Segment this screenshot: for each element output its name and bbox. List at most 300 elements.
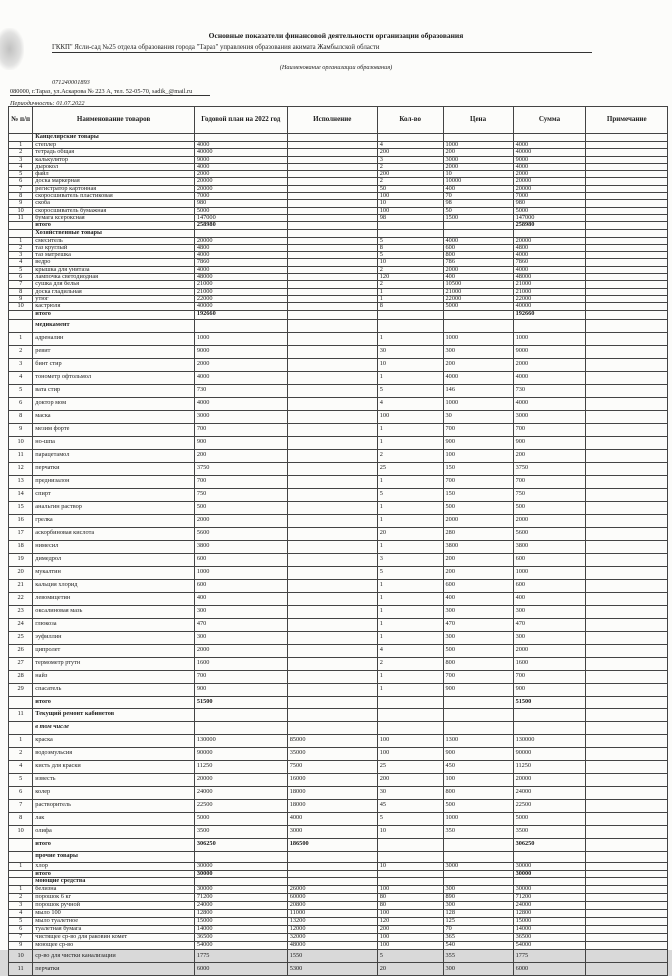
table-row	[9, 917, 668, 925]
execution-cell	[287, 193, 377, 200]
amount-cell: 1600	[513, 657, 586, 670]
annual-plan-cell: 14000	[194, 925, 287, 933]
amount-cell: 5000	[513, 812, 586, 825]
execution-cell	[287, 134, 377, 142]
note-cell	[586, 244, 668, 251]
execution-cell	[287, 384, 377, 397]
price-cell	[443, 721, 513, 734]
amount-cell	[513, 229, 586, 237]
note-cell	[586, 295, 668, 302]
item-name-cell: анальгин раствор	[33, 501, 195, 514]
table-header-row	[9, 107, 668, 134]
table-row	[9, 193, 668, 200]
table-row	[9, 933, 668, 941]
annual-plan-cell: 200	[194, 449, 287, 462]
execution-cell: 18000	[287, 786, 377, 799]
quantity-cell: 200	[377, 925, 443, 933]
row-number-cell: 10	[9, 949, 33, 962]
price-cell: 10000	[443, 178, 513, 185]
annual-plan-cell: 40000	[194, 149, 287, 156]
row-number-cell: 6	[9, 397, 33, 410]
annual-plan-cell: 20000	[194, 237, 287, 244]
note-cell	[586, 760, 668, 773]
column-header: № п/п	[9, 107, 33, 134]
item-name-cell: регистратор картонная	[33, 185, 195, 192]
row-number-cell: 2	[9, 244, 33, 251]
quantity-cell: 5	[377, 812, 443, 825]
quantity-cell	[377, 708, 443, 721]
execution-cell	[287, 214, 377, 221]
item-name-cell: известь	[33, 773, 195, 786]
table-row	[9, 909, 668, 917]
row-number-cell: 10	[9, 207, 33, 214]
execution-cell: 11000	[287, 909, 377, 917]
row-number-cell: 5	[9, 773, 33, 786]
row-number-cell: 2	[9, 747, 33, 760]
annual-plan-cell	[194, 229, 287, 237]
amount-cell: 500	[513, 501, 586, 514]
price-cell: 400	[443, 185, 513, 192]
amount-cell: 24000	[513, 786, 586, 799]
table-row	[9, 644, 668, 657]
table-row	[9, 259, 668, 266]
execution-cell	[287, 185, 377, 192]
table-row	[9, 812, 668, 825]
item-name-cell: туалетная бумага	[33, 925, 195, 933]
price-cell: 540	[443, 941, 513, 949]
price-cell: 1000	[443, 397, 513, 410]
amount-cell: 2000	[513, 358, 586, 371]
amount-cell: 980	[513, 200, 586, 207]
amount-cell: 36500	[513, 933, 586, 941]
quantity-cell: 2	[377, 281, 443, 288]
note-cell	[586, 303, 668, 310]
row-number-cell: 28	[9, 670, 33, 683]
quantity-cell: 100	[377, 207, 443, 214]
item-name-cell: калькулятор	[33, 156, 195, 163]
section-row	[9, 319, 668, 332]
item-name-cell: доктор мом	[33, 397, 195, 410]
amount-cell: 3750	[513, 462, 586, 475]
annual-plan-cell: 192660	[194, 310, 287, 319]
execution-cell: 18000	[287, 799, 377, 812]
item-name-cell: итого	[33, 310, 195, 319]
note-cell	[586, 207, 668, 214]
table-row	[9, 281, 668, 288]
item-name-cell: кисть для краски	[33, 760, 195, 773]
note-cell	[586, 319, 668, 332]
price-cell: 4000	[443, 371, 513, 384]
annual-plan-cell: 54000	[194, 941, 287, 949]
amount-cell: 900	[513, 436, 586, 449]
annual-plan-cell: 4000	[194, 142, 287, 149]
note-cell	[586, 266, 668, 273]
quantity-cell	[377, 696, 443, 708]
section-row	[9, 877, 668, 885]
amount-cell: 51500	[513, 696, 586, 708]
amount-cell: 1000	[513, 332, 586, 345]
row-number-cell: 21	[9, 579, 33, 592]
annual-plan-cell: 22000	[194, 295, 287, 302]
price-cell: 300	[443, 962, 513, 975]
note-cell	[586, 281, 668, 288]
execution-cell	[287, 310, 377, 319]
quantity-cell: 10	[377, 358, 443, 371]
execution-cell	[287, 163, 377, 170]
item-name-cell: порошок 6 кг	[33, 893, 195, 901]
quantity-cell	[377, 721, 443, 734]
price-cell: 500	[443, 799, 513, 812]
row-number-cell	[9, 310, 33, 319]
item-name-cell: мезим форте	[33, 423, 195, 436]
note-cell	[586, 332, 668, 345]
price-cell: 1000	[443, 812, 513, 825]
execution-cell	[287, 423, 377, 436]
table-row	[9, 893, 668, 901]
item-name-cell: мыло 100	[33, 909, 195, 917]
row-number-cell	[9, 721, 33, 734]
price-cell	[443, 708, 513, 721]
row-number-cell: 4	[9, 163, 33, 170]
annual-plan-cell: 500	[194, 501, 287, 514]
item-name-cell: перчатки	[33, 962, 195, 975]
quantity-cell: 5	[377, 488, 443, 501]
quantity-cell: 80	[377, 901, 443, 909]
quantity-cell: 100	[377, 909, 443, 917]
execution-cell: 7500	[287, 760, 377, 773]
note-cell	[586, 683, 668, 696]
table-row	[9, 501, 668, 514]
note-cell	[586, 178, 668, 185]
item-name-cell: адреналин	[33, 332, 195, 345]
price-cell: 890	[443, 893, 513, 901]
amount-cell: 22000	[513, 295, 586, 302]
note-cell	[586, 449, 668, 462]
price-cell: 450	[443, 760, 513, 773]
table-row	[9, 358, 668, 371]
amount-cell: 4000	[513, 163, 586, 170]
item-name-cell: но-шпа	[33, 436, 195, 449]
execution-cell	[287, 618, 377, 631]
item-name-cell: лампочка светодиодная	[33, 274, 195, 281]
price-cell: 786	[443, 259, 513, 266]
item-name-cell: растворитель	[33, 799, 195, 812]
note-cell	[586, 925, 668, 933]
quantity-cell: 120	[377, 917, 443, 925]
annual-plan-cell: 4000	[194, 371, 287, 384]
amount-cell	[513, 877, 586, 885]
table-row	[9, 244, 668, 251]
execution-cell	[287, 605, 377, 618]
note-cell	[586, 540, 668, 553]
note-cell	[586, 237, 668, 244]
quantity-cell: 5	[377, 949, 443, 962]
amount-cell	[513, 319, 586, 332]
quantity-cell: 200	[377, 773, 443, 786]
price-cell: 50	[443, 207, 513, 214]
table-row	[9, 371, 668, 384]
annual-plan-cell: 300	[194, 605, 287, 618]
row-number-cell: 1	[9, 734, 33, 747]
row-number-cell: 27	[9, 657, 33, 670]
annual-plan-cell: 4000	[194, 252, 287, 259]
price-cell: 800	[443, 252, 513, 259]
note-cell	[586, 962, 668, 975]
amount-cell: 9000	[513, 156, 586, 163]
item-name-cell: Текущий ремонт кабинетов	[33, 708, 195, 721]
row-number-cell: 11	[9, 449, 33, 462]
note-cell	[586, 657, 668, 670]
annual-plan-cell: 700	[194, 423, 287, 436]
section-row	[9, 851, 668, 862]
annual-plan-cell: 980	[194, 200, 287, 207]
note-cell	[586, 149, 668, 156]
price-cell: 365	[443, 933, 513, 941]
item-name-cell: моющие средства	[33, 877, 195, 885]
amount-cell	[513, 851, 586, 862]
execution-cell	[287, 721, 377, 734]
annual-plan-cell: 48000	[194, 274, 287, 281]
note-cell	[586, 877, 668, 885]
note-cell	[586, 734, 668, 747]
item-name-cell: глюкоза	[33, 618, 195, 631]
note-cell	[586, 171, 668, 178]
table-row	[9, 410, 668, 423]
price-cell	[443, 838, 513, 851]
price-cell: 2000	[443, 266, 513, 273]
price-cell: 300	[443, 885, 513, 893]
execution-cell	[287, 229, 377, 237]
execution-cell	[287, 358, 377, 371]
price-cell: 125	[443, 917, 513, 925]
amount-cell: 6000	[513, 962, 586, 975]
item-name-cell: таз круглый	[33, 244, 195, 251]
price-cell: 4000	[443, 237, 513, 244]
quantity-cell: 3	[377, 156, 443, 163]
note-cell	[586, 605, 668, 618]
item-name-cell: итого	[33, 222, 195, 229]
quantity-cell: 10	[377, 259, 443, 266]
quantity-cell: 5	[377, 384, 443, 397]
annual-plan-cell: 306250	[194, 838, 287, 851]
row-number-cell: 3	[9, 901, 33, 909]
execution-cell	[287, 274, 377, 281]
price-cell: 70	[443, 925, 513, 933]
table-row	[9, 384, 668, 397]
amount-cell: 3000	[513, 410, 586, 423]
row-number-cell: 9	[9, 423, 33, 436]
execution-cell	[287, 288, 377, 295]
item-name-cell: нимесил	[33, 540, 195, 553]
organization-caption: (Наименование организации образования)	[279, 64, 393, 71]
item-name-cell: кальция хлорид	[33, 579, 195, 592]
amount-cell: 11250	[513, 760, 586, 773]
note-cell	[586, 345, 668, 358]
note-cell	[586, 310, 668, 319]
amount-cell: 258980	[513, 222, 586, 229]
quantity-cell: 2	[377, 657, 443, 670]
price-cell: 200	[443, 566, 513, 579]
table-row	[9, 773, 668, 786]
table-row	[9, 156, 668, 163]
annual-plan-cell: 9000	[194, 345, 287, 358]
note-cell	[586, 214, 668, 221]
row-number-cell: 7	[9, 799, 33, 812]
annual-plan-cell: 470	[194, 618, 287, 631]
price-cell: 700	[443, 423, 513, 436]
note-cell	[586, 142, 668, 149]
row-number-cell: 7	[9, 933, 33, 941]
quantity-cell	[377, 319, 443, 332]
quantity-cell: 80	[377, 893, 443, 901]
execution-cell	[287, 149, 377, 156]
execution-cell	[287, 540, 377, 553]
quantity-cell	[377, 222, 443, 229]
table-row	[9, 449, 668, 462]
item-name-cell: ревит	[33, 345, 195, 358]
quantity-cell: 2	[377, 178, 443, 185]
annual-plan-cell	[194, 708, 287, 721]
table-row	[9, 237, 668, 244]
execution-cell: 1550	[287, 949, 377, 962]
annual-plan-cell: 5000	[194, 207, 287, 214]
item-name-cell: крышка для унитаза	[33, 266, 195, 273]
item-name-cell: тонометр офтольмол	[33, 371, 195, 384]
item-name-cell: ср-во для чистки канализации	[33, 949, 195, 962]
amount-cell: 20000	[513, 773, 586, 786]
annual-plan-cell: 1000	[194, 332, 287, 345]
amount-cell: 306250	[513, 838, 586, 851]
note-cell	[586, 514, 668, 527]
execution-cell	[287, 410, 377, 423]
row-number-cell	[9, 229, 33, 237]
annual-plan-cell: 12800	[194, 909, 287, 917]
note-cell	[586, 288, 668, 295]
amount-cell: 300	[513, 605, 586, 618]
row-number-cell: 19	[9, 553, 33, 566]
row-number-cell: 5	[9, 384, 33, 397]
item-name-cell: хлор	[33, 862, 195, 870]
item-name-cell: скоба	[33, 200, 195, 207]
row-number-cell: 11	[9, 962, 33, 975]
quantity-cell: 100	[377, 933, 443, 941]
item-name-cell: таз матрешка	[33, 252, 195, 259]
item-name-cell: ципролет	[33, 644, 195, 657]
quantity-cell: 30	[377, 345, 443, 358]
quantity-cell	[377, 870, 443, 877]
amount-cell: 700	[513, 670, 586, 683]
execution-cell	[287, 345, 377, 358]
quantity-cell: 100	[377, 747, 443, 760]
row-number-cell: 1	[9, 142, 33, 149]
table-row	[9, 488, 668, 501]
item-name-cell: аскорбиновая кислота	[33, 527, 195, 540]
table-row	[9, 345, 668, 358]
table-row	[9, 295, 668, 302]
item-name-cell: чистящее ср-во для раковин комет	[33, 933, 195, 941]
price-cell: 200	[443, 358, 513, 371]
item-name-cell: термометр ртутн	[33, 657, 195, 670]
amount-cell: 48000	[513, 274, 586, 281]
note-cell	[586, 812, 668, 825]
row-number-cell: 8	[9, 812, 33, 825]
table-row	[9, 274, 668, 281]
item-name-cell: степлер	[33, 142, 195, 149]
amount-cell: 24000	[513, 901, 586, 909]
quantity-cell	[377, 134, 443, 142]
address-line: 080000, г.Тараз, ул.Аскарова № 223 А, тел. 52-05-70, sadik_@mail.ru	[10, 88, 210, 96]
row-number-cell: 11	[9, 214, 33, 221]
row-number-cell: 6	[9, 178, 33, 185]
price-cell: 700	[443, 475, 513, 488]
table-row	[9, 475, 668, 488]
quantity-cell: 98	[377, 214, 443, 221]
amount-cell: 2000	[513, 644, 586, 657]
note-cell	[586, 259, 668, 266]
annual-plan-cell: 3500	[194, 825, 287, 838]
execution-cell	[287, 708, 377, 721]
annual-plan-cell: 20000	[194, 185, 287, 192]
item-name-cell: доска маркерная	[33, 178, 195, 185]
item-name-cell: вата стир	[33, 384, 195, 397]
note-cell	[586, 527, 668, 540]
item-name-cell: грелка	[33, 514, 195, 527]
annual-plan-cell: 51500	[194, 696, 287, 708]
annual-plan-cell: 21000	[194, 288, 287, 295]
amount-cell: 20000	[513, 185, 586, 192]
price-cell: 600	[443, 244, 513, 251]
row-number-cell	[9, 877, 33, 885]
annual-plan-cell: 30000	[194, 870, 287, 877]
price-cell: 100	[443, 773, 513, 786]
note-cell	[586, 670, 668, 683]
quantity-cell: 1	[377, 670, 443, 683]
price-cell	[443, 310, 513, 319]
row-number-cell: 4	[9, 760, 33, 773]
price-cell: 100	[443, 449, 513, 462]
table-row	[9, 825, 668, 838]
row-number-cell: 4	[9, 371, 33, 384]
row-number-cell: 10	[9, 436, 33, 449]
item-name-cell: преднизалон	[33, 475, 195, 488]
row-number-cell: 1	[9, 332, 33, 345]
execution-cell	[287, 397, 377, 410]
row-number-cell: 15	[9, 501, 33, 514]
price-cell: 1000	[443, 332, 513, 345]
execution-cell	[287, 319, 377, 332]
amount-cell: 730	[513, 384, 586, 397]
annual-plan-cell: 900	[194, 436, 287, 449]
price-cell: 300	[443, 631, 513, 644]
item-name-cell: сушка для белья	[33, 281, 195, 288]
note-cell	[586, 163, 668, 170]
execution-cell	[287, 171, 377, 178]
execution-cell: 13200	[287, 917, 377, 925]
item-name-cell: итого	[33, 696, 195, 708]
annual-plan-cell: 700	[194, 670, 287, 683]
item-name-cell: кастрюля	[33, 303, 195, 310]
quantity-cell: 1	[377, 295, 443, 302]
quantity-cell: 1	[377, 371, 443, 384]
item-name-cell: парацетамол	[33, 449, 195, 462]
execution-cell	[287, 295, 377, 302]
row-number-cell: 8	[9, 288, 33, 295]
note-cell	[586, 488, 668, 501]
amount-cell: 600	[513, 553, 586, 566]
quantity-cell: 8	[377, 303, 443, 310]
price-cell: 800	[443, 657, 513, 670]
table-row	[9, 462, 668, 475]
